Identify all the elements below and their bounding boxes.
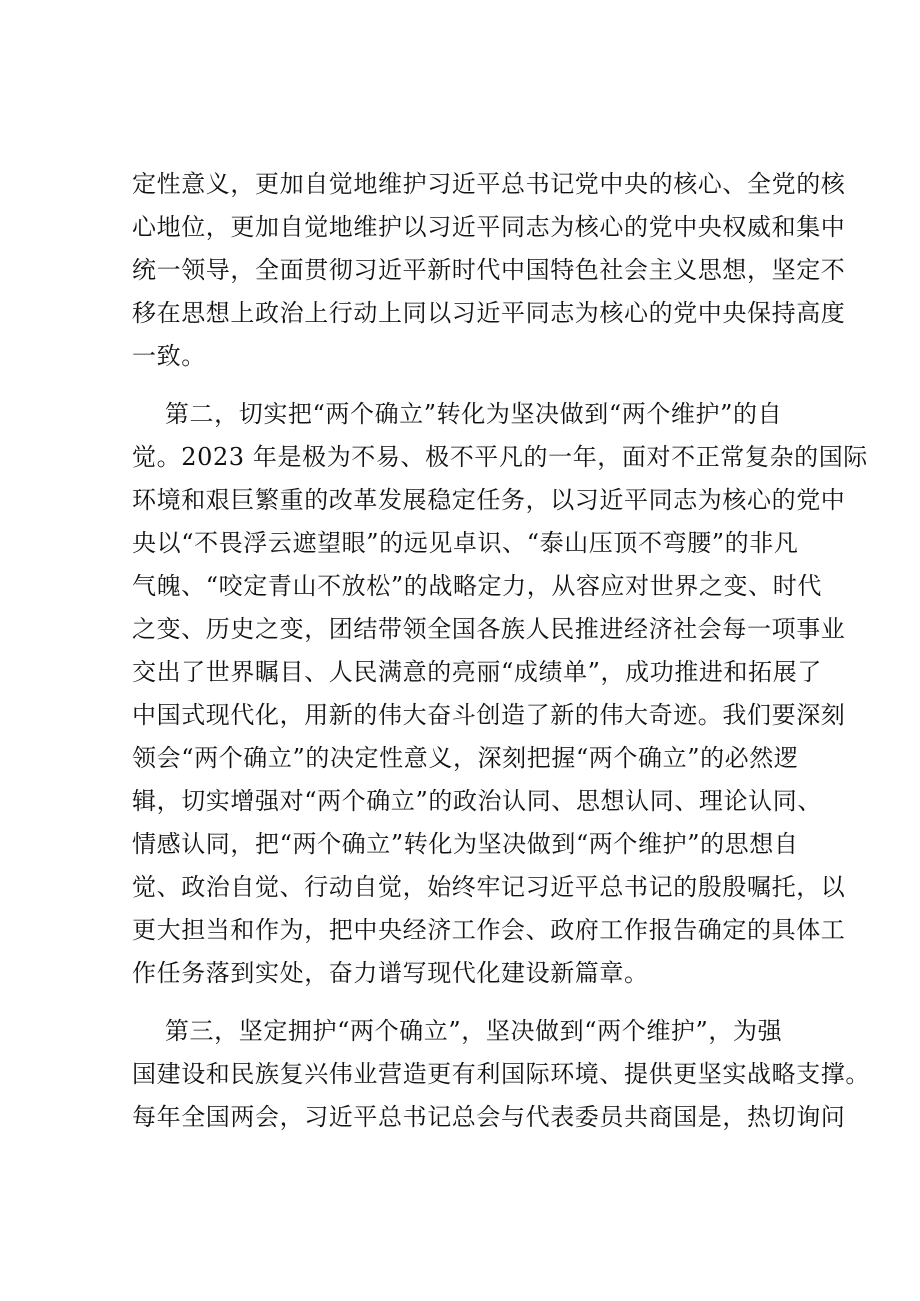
text-line: 中国式现代化，用新的伟大奋斗创造了新的伟大奇迹。我们要深刻 [132,701,846,729]
text-line: 统一领导，全面贯彻习近平新时代中国特色社会主义思想，坚定不 [132,256,846,284]
text-line: 之变、历史之变，团结带领全国各族人民推进经济社会每一项事业 [132,615,846,643]
paragraph-gap [132,995,822,1010]
text-line: 情感认同，把“两个确立”转化为坚决做到“两个维护”的思想自 [132,830,799,858]
text-line: 国建设和民族复兴伟业营造更有利国际环境、提供更坚实战略支撑。 [132,1060,870,1088]
document-body [132,163,870,1139]
text-line: 央以“不畏浮云遮望眼”的远见卓识、“泰山压顶不弯腰”的非凡 [132,529,799,557]
text-line: 第二，切实把“两个确立”转化为坚决做到“两个维护”的自 [132,400,783,428]
text-line: 第三，坚定拥护“两个确立”，坚决做到“两个维护”，为强 [132,1017,783,1045]
paragraph-1 [132,163,846,378]
text-line: 觉、政治自觉、行动自觉，始终牢记习近平总书记的殷殷嘱托，以 [132,873,846,901]
text-line: 每年全国两会，习近平总书记总会与代表委员共商国是，热切询问 [132,1103,846,1131]
paragraph-3 [132,1010,870,1139]
text-line: 心地位，更加自觉地维护以习近平同志为核心的党中央权威和集中 [132,213,846,241]
text-line: 移在思想上政治上行动上同以习近平同志为核心的党中央保持高度 [132,299,846,327]
text-line: 辑，切实增强对“两个确立”的政治认同、思想认同、理论认同、 [132,787,822,815]
text-line: 环境和艰巨繁重的改革发展稳定任务，以习近平同志为核心的党中 [132,486,846,514]
text-line: 作任务落到实处，奋力谱写现代化建设新篇章。 [132,959,649,987]
paragraph-gap [132,378,822,393]
text-line: 领会“两个确立”的决定性意义，深刻把握“两个确立”的必然逻 [132,744,799,772]
text-line: 一致。 [132,342,206,370]
text-line: 更大担当和作为，把中央经济工作会、政府工作报告确定的具体工 [132,916,846,944]
text-line: 觉。2023 年是极为不易、极不平凡的一年，面对不正常复杂的国际 [132,443,868,471]
paragraph-2 [132,393,868,995]
text-line: 定性意义，更加自觉地维护习近平总书记党中央的核心、全党的核 [132,170,846,198]
text-line: 交出了世界瞩目、人民满意的亮丽“成绩单”，成功推进和拓展了 [132,658,822,686]
text-line: 气魄、“咬定青山不放松”的战略定力，从容应对世界之变、时代 [132,572,822,600]
